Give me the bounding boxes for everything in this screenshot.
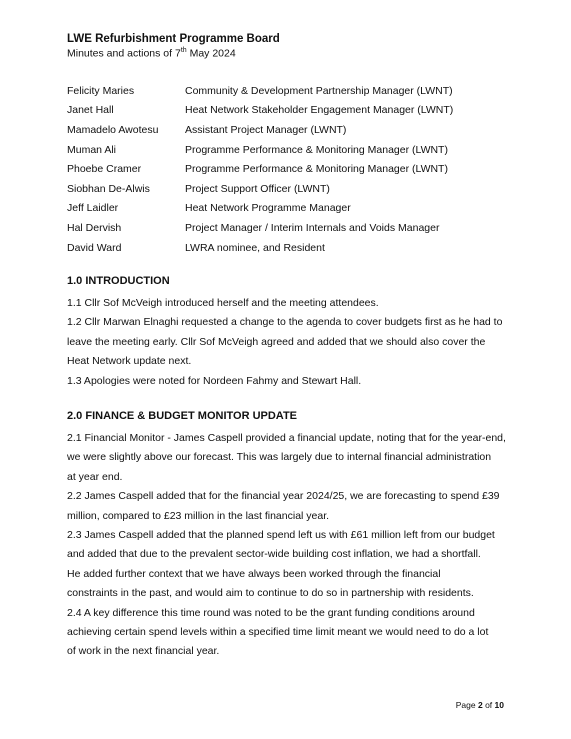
subtitle-date: May 2024	[186, 47, 236, 60]
attendee-role: Project Manager / Interim Internals and Voids Manager	[185, 221, 440, 234]
attendee-name: Jeff Laidler	[67, 202, 119, 215]
minute-line: 1.3 Apologies were noted for Nordeen Fahmy and Stewart Hall.	[67, 374, 362, 387]
attendee-row	[67, 81, 527, 101]
minute-line: 2.1 Financial Monitor - James Caspell provided a financial update, noting that for the year-end,	[67, 432, 506, 444]
minute-line: 2.4 A key difference this time round was noted to be the grant funding conditions around	[67, 606, 475, 619]
attendee-role: Heat Network Stakeholder Engagement Manager (LWNT)	[185, 104, 454, 117]
minute-item	[67, 294, 517, 313]
minute-item	[67, 429, 517, 487]
footer-page-number: 2	[477, 700, 483, 710]
minute-line: 2.3 James Caspell added that the planned spend left us with £61 million left from our budget	[67, 529, 495, 542]
attendee-name: Siobhan De-Alwis	[67, 182, 150, 195]
attendee-row	[67, 140, 527, 160]
minute-item	[67, 526, 517, 604]
attendee-role: Programme Performance & Monitoring Manager (LWNT)	[185, 163, 448, 176]
attendee-row	[67, 218, 527, 238]
attendee-role: Project Support Officer (LWNT)	[185, 182, 330, 195]
minute-line: million, compared to £23 million in the last financial year.	[67, 509, 330, 522]
minute-line: and added that due to the prevalent sector-wide building cost inflation, we had a shortfall.	[67, 548, 481, 561]
attendee-name: Muman Ali	[67, 143, 117, 156]
attendee-role: Assistant Project Manager (LWNT)	[185, 123, 347, 136]
minute-line: He added further context that we have always been worked through the financial	[67, 567, 441, 580]
attendee-row	[67, 238, 527, 258]
footer-of-label: of	[482, 700, 495, 710]
page-footer	[456, 700, 504, 710]
attendee-name: Hal Dervish	[67, 221, 122, 234]
subtitle-superscript: th	[180, 47, 187, 54]
footer-page-label: Page	[455, 700, 478, 710]
attendee-name: David Ward	[67, 241, 122, 254]
minute-line: of work in the next financial year.	[67, 645, 220, 658]
minute-line: 1.1 Cllr Sof McVeigh introduced herself and the meeting attendees.	[67, 297, 379, 309]
minute-line: Heat Network update next.	[67, 355, 192, 368]
attendee-role: Community & Development Partnership Manager (LWNT)	[185, 84, 453, 97]
minute-item	[67, 313, 517, 371]
subtitle-text: Minutes and actions of 7	[67, 47, 181, 60]
minute-line: leave the meeting early. Cllr Sof McVeigh agreed and added that we should also cover the	[67, 335, 486, 348]
attendee-name: Felicity Maries	[67, 84, 135, 97]
minute-item	[67, 372, 517, 391]
attendee-row	[67, 120, 527, 140]
minute-line: achieving certain spend levels within a specified time limit meant we would need to do a lot	[67, 626, 489, 639]
document-title: LWE Refurbishment Programme Board	[67, 33, 280, 45]
attendee-name: Mamadelo Awotesu	[67, 123, 159, 136]
attendee-role: LWRA nominee, and Resident	[185, 241, 325, 254]
attendee-row	[67, 159, 527, 179]
section-heading: 1.0 INTRODUCTION	[67, 275, 170, 287]
minute-item	[67, 487, 517, 526]
attendee-name: Phoebe Cramer	[67, 163, 142, 176]
attendee-row	[67, 199, 527, 219]
minute-line: at year end.	[67, 470, 123, 483]
attendee-list	[67, 81, 527, 257]
section-introduction	[67, 274, 517, 391]
minute-line: we were slightly above our forecast. This was largely due to internal financial administration	[67, 451, 492, 464]
attendee-name: Janet Hall	[67, 104, 114, 117]
document-subtitle	[67, 47, 236, 60]
attendee-role: Programme Performance & Monitoring Manager (LWNT)	[185, 143, 448, 156]
section-finance-budget	[67, 409, 517, 662]
minute-item	[67, 604, 517, 662]
footer-page-total: 10	[494, 700, 504, 710]
attendee-row	[67, 179, 527, 199]
minute-line: 2.2 James Caspell added that for the financial year 2024/25, we are forecasting to spend £39	[67, 490, 500, 503]
minute-line: 1.2 Cllr Marwan Elnaghi requested a change to the agenda to cover budgets first as he had to	[67, 316, 503, 329]
section-heading: 2.0 FINANCE & BUDGET MONITOR UPDATE	[67, 410, 297, 422]
attendee-role: Heat Network Programme Manager	[185, 202, 351, 215]
attendee-row	[67, 101, 527, 121]
minute-line: constraints in the past, and would aim to continue to do so in partnership with residents.	[67, 587, 474, 600]
